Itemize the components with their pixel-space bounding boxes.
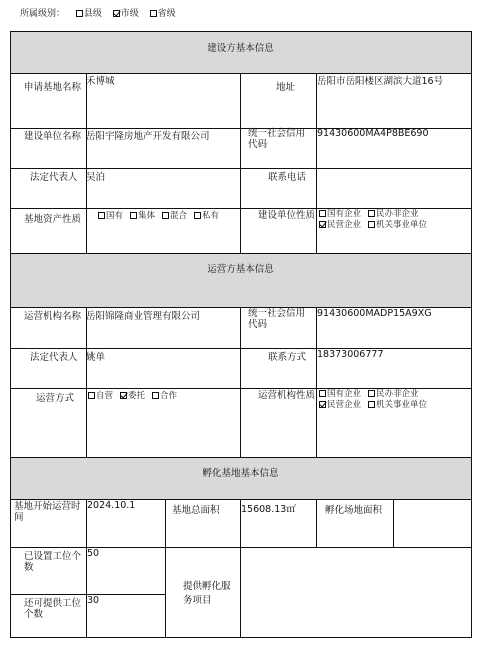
- checkbox-checked-icon[interactable]: [113, 10, 120, 17]
- available-stations-label: 还可提供工位个数: [24, 598, 82, 620]
- mode-option-cooperation[interactable]: 合作: [152, 391, 177, 401]
- base-name-value[interactable]: 禾博城: [86, 76, 115, 87]
- nature-option-non-profit[interactable]: 民办非企业: [368, 209, 419, 219]
- start-date-value[interactable]: 2024.10.1: [87, 500, 136, 511]
- start-date-label: 基地开始运营时间: [14, 501, 81, 523]
- op-nature-option-public-institution[interactable]: 机关事业单位: [368, 400, 427, 410]
- checkbox-icon[interactable]: [368, 221, 375, 228]
- operator-rep-label: 法定代表人: [30, 352, 78, 363]
- checkbox-icon[interactable]: [319, 390, 326, 397]
- level-option-city[interactable]: 市级: [113, 9, 139, 19]
- section-builder-header: 建设方基本信息: [10, 32, 471, 73]
- level-option-province[interactable]: 省级: [150, 9, 176, 19]
- asset-nature-label: 基地资产性质: [24, 214, 82, 225]
- operation-mode-label: 运营方式: [36, 393, 75, 404]
- operator-credit-label: 统一社会信用代码: [248, 308, 306, 330]
- asset-option-state[interactable]: 国有: [98, 211, 123, 221]
- checkbox-icon[interactable]: [152, 392, 159, 399]
- operator-org-value[interactable]: 岳阳锦隆商业管理有限公司: [86, 311, 201, 322]
- builder-unit-label: 建设单位名称: [24, 131, 82, 142]
- operator-credit-value[interactable]: 91430600MADP15A9XG: [317, 308, 432, 319]
- address-value[interactable]: 岳阳市岳阳楼区湖滨大道16号: [317, 76, 444, 87]
- op-nature-option-state-owned[interactable]: 国有企业: [319, 389, 361, 399]
- section-operator-header: 运营方基本信息: [10, 253, 471, 307]
- operator-nature-label: 运营机构性质: [258, 390, 316, 401]
- checkbox-icon[interactable]: [130, 212, 137, 219]
- checkbox-icon[interactable]: [368, 390, 375, 397]
- stations-label: 已设置工位个数: [24, 551, 82, 573]
- mode-option-entrusted[interactable]: 委托: [120, 391, 145, 401]
- operator-org-label: 运营机构名称: [24, 311, 82, 322]
- builder-credit-label: 统一社会信用代码: [248, 128, 306, 150]
- checkbox-checked-icon[interactable]: [319, 221, 326, 228]
- operation-mode-options: [88, 391, 184, 402]
- operator-nature-options: [319, 389, 471, 411]
- site-area-label: 孵化场地面积: [325, 505, 383, 516]
- asset-nature-options: [98, 211, 226, 222]
- checkbox-icon[interactable]: [98, 212, 105, 219]
- operator-phone-label: 联系方式: [268, 352, 307, 363]
- base-name-label: 申请基地名称: [24, 82, 82, 93]
- mode-option-self[interactable]: 自营: [88, 391, 113, 401]
- checkbox-icon[interactable]: [194, 212, 201, 219]
- builder-rep-label: 法定代表人: [30, 172, 78, 183]
- nature-option-state-owned[interactable]: 国有企业: [319, 209, 361, 219]
- stations-value[interactable]: 50: [87, 548, 100, 559]
- checkbox-icon[interactable]: [368, 210, 375, 217]
- checkbox-icon[interactable]: [150, 10, 157, 17]
- operator-phone-value[interactable]: 18373006777: [317, 349, 384, 360]
- nature-option-private[interactable]: 民营企业: [319, 220, 361, 230]
- checkbox-icon[interactable]: [88, 392, 95, 399]
- op-nature-option-non-profit[interactable]: 民办非企业: [368, 389, 419, 399]
- asset-option-mixed[interactable]: 混合: [162, 211, 187, 221]
- builder-rep-value[interactable]: 吴泊: [86, 172, 106, 183]
- level-label: 所属级别：: [20, 9, 66, 19]
- total-area-value[interactable]: 15608.13㎡: [241, 504, 296, 515]
- op-nature-option-private[interactable]: 民营企业: [319, 400, 361, 410]
- checkbox-checked-icon[interactable]: [319, 401, 326, 408]
- level-row: [20, 6, 176, 19]
- builder-nature-label: 建设单位性质: [258, 210, 316, 221]
- address-label: 地址: [276, 82, 296, 93]
- checkbox-icon[interactable]: [76, 10, 83, 17]
- checkbox-icon[interactable]: [319, 210, 326, 217]
- checkbox-icon[interactable]: [162, 212, 169, 219]
- builder-nature-options: [319, 209, 471, 231]
- asset-option-private[interactable]: 私有: [194, 211, 219, 221]
- section-incubator-header: 孵化基地基本信息: [10, 457, 471, 499]
- checkbox-checked-icon[interactable]: [120, 392, 127, 399]
- operator-rep-value[interactable]: 姚单: [86, 352, 106, 363]
- asset-option-collective[interactable]: 集体: [130, 211, 155, 221]
- level-option-county[interactable]: 县级: [76, 9, 102, 19]
- checkbox-icon[interactable]: [368, 401, 375, 408]
- total-area-label: 基地总面积: [172, 505, 220, 516]
- nature-option-public-institution[interactable]: 机关事业单位: [368, 220, 427, 230]
- services-label: 提供孵化服务项目: [183, 581, 231, 606]
- builder-phone-label: 联系电话: [268, 172, 307, 183]
- builder-unit-value[interactable]: 岳阳宇隆房地产开发有限公司: [86, 131, 210, 142]
- available-stations-value[interactable]: 30: [87, 595, 100, 606]
- builder-credit-value[interactable]: 91430600MA4P8BE690: [317, 128, 429, 139]
